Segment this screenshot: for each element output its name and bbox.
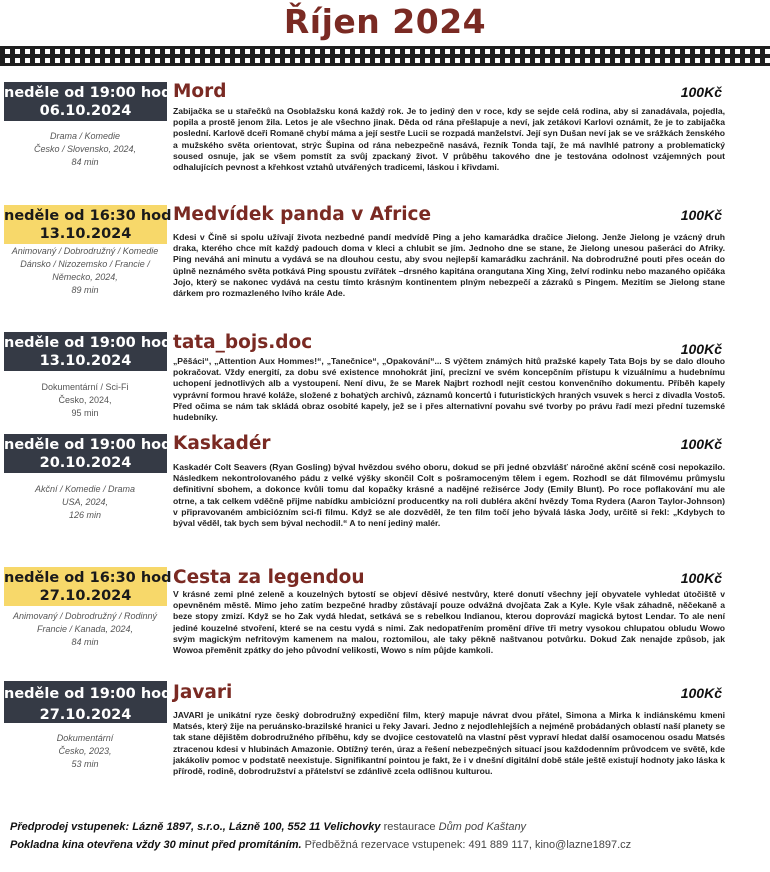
price: 100Kč	[680, 436, 722, 452]
date-badge	[4, 82, 172, 121]
film-title: tata_bojs.doc	[173, 332, 313, 353]
date-time: neděle od 19:00 hod	[4, 437, 172, 453]
runtime: 84 min	[71, 637, 99, 647]
page-title: Říjen 2024	[283, 2, 487, 41]
date: 20.10.2024	[39, 455, 132, 471]
film-meta	[2, 483, 168, 522]
date-badge	[4, 205, 172, 244]
film-description: Kdesi v Číně si spolu užívají života nezbedné pandí medvídě Ping a jeho kamarádka dračice Jielong. Jenže Jielong je vzácný druh draka, kterého chce mít každý padouch doma v kleci a chlubit se jím. Jednoho dne se stane, že Jielong unesou pašeráci do Afriky. Ping neváhá ani minutu a vydává se na dlouhou cestu, aby svou nejlepší kamarádku zachránil. Na dobrodružné pouti přes oceán do úplně neznámého světa potkává Ping spoustu zvířátek –drsného kapitána orangutana Xing Xing, želví rodinku nebo mazaného opičáka Jojo, který se nakonec vydává na cestu tímto krásným kontinentem plným nebezpečí a zázraků s Pingem. Mezitím se Jielong stane dárkem pro rozmazleného lvího krále Ade.	[173, 232, 725, 299]
footer-box-office	[10, 836, 770, 854]
film-strip-divider	[0, 46, 770, 66]
film-title: Javari	[173, 682, 233, 703]
date-time: neděle od 16:30 hod	[4, 208, 172, 224]
film-title: Kaskadér	[173, 433, 271, 454]
date: 13.10.2024	[39, 226, 132, 242]
film-meta	[2, 732, 168, 771]
date-badge	[4, 567, 172, 606]
runtime: 53 min	[71, 759, 99, 769]
origin: Dánsko / Nizozemsko / Francie /	[20, 259, 150, 269]
origin: USA, 2024,	[61, 497, 109, 507]
film-description: V krásné zemi plné zeleně a kouzelných bytostí se objeví děsivé nestvůry, které donutí všechny její obyvatele vyhledat útočiště v opevněném městě. Mimo jeho zatím bezpečné hradby zůstávají pouze odvážná dvojčata Zak a Kyle. Kyle však záhadně, něčekaně a beze stopy zmizí. Když se ho Zak vydá hledat, setkává se s rebelkou Indianou, kterou doprovází magická bytost Lendar. To ale není jediné kouzelné stvoření, které se na cestu vydá s nimi. Zak nedopatřením promění dříve tři metry vysokou chlupatou obludu Wowo svým magickým nefritovým kamenem na malou, roztomilou, ale taky pěkně naštvanou potvůrku. Dokud Zak nenajde způsob, jak Wowoa přeměnit zpátky do jeho původní velikosti, Wowo s ním půjde kamkoli.	[173, 589, 725, 656]
date-badge	[4, 434, 172, 473]
film-meta	[2, 381, 168, 420]
date-badge	[4, 681, 172, 723]
date: 27.10.2024	[39, 707, 132, 723]
genre: Dokumentární	[56, 733, 114, 743]
film-title: Medvídek panda v Africe	[173, 204, 432, 225]
genre: Animovaný / Dobrodružný / Komedie	[11, 246, 159, 256]
origin: Česko, 2023,	[58, 746, 112, 756]
genre: Dokumentární / Sci-Fi	[41, 382, 129, 392]
film-title: Mord	[173, 81, 227, 102]
price: 100Kč	[680, 84, 722, 100]
film-description: Kaskadér Colt Seavers (Ryan Gosling) býval hvězdou svého oboru, dokud se při jedné obzvlášť náročné akční scéně cosi nepokazilo. Následkem nekontrolovaného pádu z velké výšky skončil Colt s pošramoceným tělem i egem. Rozhodl se dát filmovému průmyslu definitivní sbohem, a dokonce kvůli tomu dal kopačky krásné a nadějné režisérce Jody (Emily Blunt). Po roce poflakování mu ale otrne, a tak celkem vděčně přijme nabídku ambiciózní producentky na roli dubléra akční hvězdy Toma Rydera (Aaron Taylor-Johnson) v připravovaném ambiciózním sci-fi filmu. Když se ale dozvěděl, že ten film točí jeho bývalá láska Jody, určitě si řekl: „Kdybych to býval věděl, tak bych sem býval nechodil.“ A to není jediný malér.	[173, 462, 725, 529]
date: 13.10.2024	[39, 353, 132, 369]
film-description: JAVARI je unikátní ryze český dobrodružný expediční film, který mapuje návrat dvou přátel, Simona a Mirka k indiánskému kmeni Matsés, který žije na peruánsko-brazilské hranici u řeky Javari. Jedno z nejodlehlejších a nejméně probádaných oblastí naší planety se tak stane dějištěm dobrodružného příběhu, kdy se dvojice cestovatelů na vlastní pěst vypraví hledat další osamocenou osadu Matsés ztracenou kdesi v hlubinách Amazonie. Obtížný terén, úraz a řešení nebezpečných situací jsou každodenním průvodcem ve světě, kde jakákoliv pomoc v podstatě neexistuje. Signifikantní pointou je fakt, že i v dnešní digitální době stále ještě existují hodnoty jako láska k přírodě, rodině, dobrodružství a přátelství se zdánlivě zcela odlišnou kulturou.	[173, 710, 725, 777]
film-meta	[2, 130, 168, 169]
footer-presale	[10, 818, 770, 836]
date-time: neděle od 19:00 hod	[4, 85, 172, 101]
reservation-contact: Předběžná rezervace vstupenek: 491 889 117, kino@lazne1897.cz	[304, 839, 632, 851]
price: 100Kč	[680, 207, 722, 223]
genre: Akční / Komedie / Drama	[34, 484, 136, 494]
date-time: neděle od 19:00 hod	[4, 335, 172, 351]
film-meta	[2, 245, 168, 297]
box-office-info: Pokladna kina otevřena vždy 30 minut před promítáním.	[10, 839, 302, 851]
restaurant-label: restaurace	[383, 821, 436, 833]
date: 27.10.2024	[39, 588, 132, 604]
date: 06.10.2024	[39, 103, 132, 119]
restaurant-name: Dům pod Kaštany	[438, 821, 527, 833]
origin: Česko / Slovensko, 2024,	[33, 144, 137, 154]
film-description: Zabijačka se u stařečků na Osoblažsku koná každý rok. Je to jediný den v roce, kdy se sejde celá rodina, aby si zanadávala, pojedla, popila a prostě jenom žila. Letos je ale všechno jinak. Děda od rána přešlapuje a neví, jak zetákovi Karlovi oznámit, že je to zabijačka poslední. Karlově dceři Romaně chybí máma a její sestře Lucii se rozpadá manželství. Její syn Dušan neví jak se ve srážkách ženského a mužského světa orientovat, strýc Šupina od rána nebezpečně nasává, řezník Tonda tají, že má navlhlé patrony a problematický soused osnuje, jak se všem pomstít za svůj zpackaný život. V průběhu takového dne je testována odolnost vzájemných pout odhalujících pevnost a křehkost vztahů utvářených tradicemi, láskou i křivdami.	[173, 106, 725, 173]
price: 100Kč	[680, 570, 722, 586]
origin: Francie / Kanada, 2024,	[36, 624, 134, 634]
film-title: Cesta za legendou	[173, 567, 365, 588]
runtime: 84 min	[71, 157, 99, 167]
origin-year: Německo, 2024,	[52, 272, 118, 282]
date-time: neděle od 16:30 hod	[4, 570, 172, 586]
price: 100Kč	[680, 341, 722, 357]
presale-info: Předprodej vstupenek: Lázně 1897, s.r.o., Lázně 100, 552 11 Velichovky	[10, 821, 381, 833]
runtime: 89 min	[71, 285, 99, 295]
runtime: 126 min	[68, 510, 102, 520]
date-time: neděle od 19:00 hod	[4, 686, 172, 702]
date-badge	[4, 332, 172, 371]
origin: Česko, 2024,	[58, 395, 112, 405]
film-meta	[2, 610, 168, 649]
genre: Animovaný / Dobrodružný / Rodinný	[12, 611, 158, 621]
price: 100Kč	[680, 685, 722, 701]
genre: Drama / Komedie	[49, 131, 121, 141]
runtime: 95 min	[71, 408, 99, 418]
film-description: „Pěšáci“, „Attention Aux Hommes!“, „Tanečnice“, „Opakování“... S výčtem známých hitů pražské kapely Tata Bojs by se dalo dlouho pokračovat. Vždy energití, za dobu své existence mnohokrát jiní, precizní ve svém koncepčním přístupu k vizuálnímu a hudebnímu uchopení jednotlivých alb a vystoupení. Není divu, že se Marek Najbrt rozhodl nejít cestou konvenčního dokumentu. Příběh kapely vyprávní formou hravé koláže, složené z bohatých archivů, záznamů koncertů i futuristických hraných vsuvek s herci z divadla Vosto5. Před očima se nám tak skládá obraz osobité kapely, jež se i přes alternativní povahu své tvorby po právu řadí mezi přední tuzemské hudebníky.	[173, 356, 725, 423]
